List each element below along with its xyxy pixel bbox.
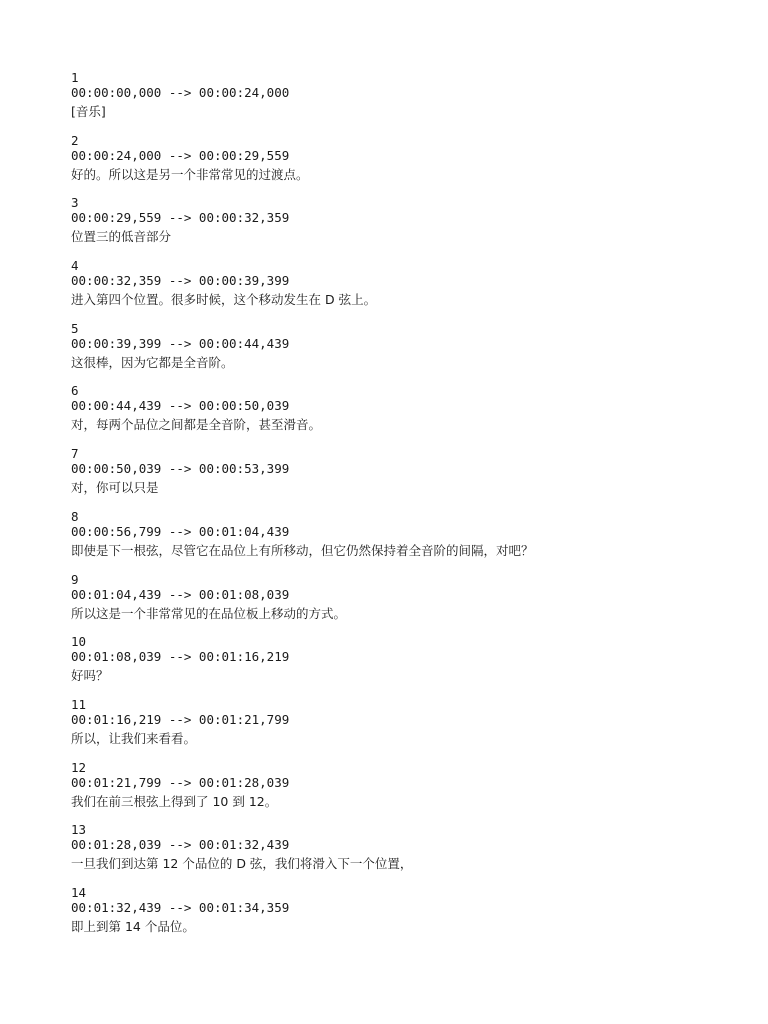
cue-text: 好吗？ bbox=[71, 668, 109, 684]
cue-timestamp: 00:00:32,359 --> 00:00:39,399 bbox=[71, 273, 290, 289]
subtitle-cue-13 bbox=[71, 822, 751, 885]
cue-text: 进入第四个位置。很多时候，这个移动发生在 D 弦上。 bbox=[71, 292, 377, 308]
cue-timestamp: 00:01:21,799 --> 00:01:28,039 bbox=[71, 774, 290, 790]
cue-index: 1 bbox=[71, 70, 79, 85]
subtitle-cue-9 bbox=[71, 572, 751, 635]
subtitle-cue-5 bbox=[71, 321, 751, 384]
cue-timestamp: 00:00:56,799 --> 00:01:04,439 bbox=[71, 523, 290, 539]
subtitle-cue-6 bbox=[71, 383, 751, 446]
subtitle-cue-10 bbox=[71, 634, 751, 697]
cue-index: 13 bbox=[71, 822, 87, 838]
cue-text: 一旦我们到达第 12 个品位的 D 弦，我们将滑入下一个位置， bbox=[71, 856, 413, 872]
cue-index: 9 bbox=[71, 571, 79, 587]
cue-text: 即使是下一根弦，尽管它在品位上有所移动，但它仍然保持着全音阶的间隔，对吧？ bbox=[71, 542, 534, 558]
cue-index: 2 bbox=[71, 132, 79, 148]
cue-index: 11 bbox=[71, 696, 87, 712]
subtitle-document bbox=[71, 70, 751, 948]
subtitle-cue-1 bbox=[71, 70, 751, 133]
subtitle-cue-4 bbox=[71, 258, 751, 321]
subtitle-cue-11 bbox=[71, 697, 751, 760]
cue-index: 12 bbox=[71, 759, 87, 775]
subtitle-cue-7 bbox=[71, 446, 751, 509]
cue-index: 3 bbox=[71, 195, 79, 211]
cue-text: 这很棒，因为它都是全音阶。 bbox=[71, 354, 234, 370]
cue-timestamp: 00:01:04,439 --> 00:01:08,039 bbox=[71, 586, 290, 602]
subtitle-cue-2 bbox=[71, 133, 751, 196]
subtitle-cue-14 bbox=[71, 885, 751, 948]
cue-text: 所以这是一个非常常见的在品位板上移动的方式。 bbox=[71, 605, 347, 621]
cue-timestamp: 00:01:16,219 --> 00:01:21,799 bbox=[71, 711, 290, 727]
cue-timestamp: 00:00:50,039 --> 00:00:53,399 bbox=[71, 461, 290, 477]
cue-index: 7 bbox=[71, 446, 79, 462]
cue-timestamp: 00:00:24,000 --> 00:00:29,559 bbox=[71, 147, 290, 163]
cue-text: 位置三的低音部分 bbox=[71, 229, 172, 245]
cue-index: 5 bbox=[71, 320, 79, 336]
subtitle-cue-8 bbox=[71, 509, 751, 572]
cue-index: 10 bbox=[71, 634, 87, 650]
subtitle-cue-12 bbox=[71, 760, 751, 823]
cue-index: 6 bbox=[71, 383, 79, 399]
cue-timestamp: 00:00:39,399 --> 00:00:44,439 bbox=[71, 335, 290, 351]
cue-text: 好的。所以这是另一个非常常见的过渡点。 bbox=[71, 166, 309, 182]
cue-timestamp: 00:01:32,439 --> 00:01:34,359 bbox=[71, 899, 290, 915]
cue-text: 我们在前三根弦上得到了 10 到 12。 bbox=[71, 793, 278, 809]
cue-index: 4 bbox=[71, 258, 79, 274]
cue-text: 对，每两个品位之间都是全音阶，甚至滑音。 bbox=[71, 417, 322, 433]
cue-timestamp: 00:01:08,039 --> 00:01:16,219 bbox=[71, 649, 290, 665]
cue-timestamp: 00:00:29,559 --> 00:00:32,359 bbox=[71, 210, 290, 226]
cue-text: 对，你可以只是 bbox=[71, 480, 159, 496]
cue-text: [音乐] bbox=[71, 104, 106, 119]
cue-text: 所以，让我们来看看。 bbox=[71, 730, 197, 746]
cue-timestamp: 00:00:00,000 --> 00:00:24,000 bbox=[71, 85, 290, 100]
cue-index: 14 bbox=[71, 884, 87, 900]
cue-timestamp: 00:01:28,039 --> 00:01:32,439 bbox=[71, 837, 290, 853]
subtitle-cue-3 bbox=[71, 195, 751, 258]
cue-index: 8 bbox=[71, 508, 79, 524]
cue-timestamp: 00:00:44,439 --> 00:00:50,039 bbox=[71, 398, 290, 414]
cue-text: 即上到第 14 个品位。 bbox=[71, 918, 195, 934]
